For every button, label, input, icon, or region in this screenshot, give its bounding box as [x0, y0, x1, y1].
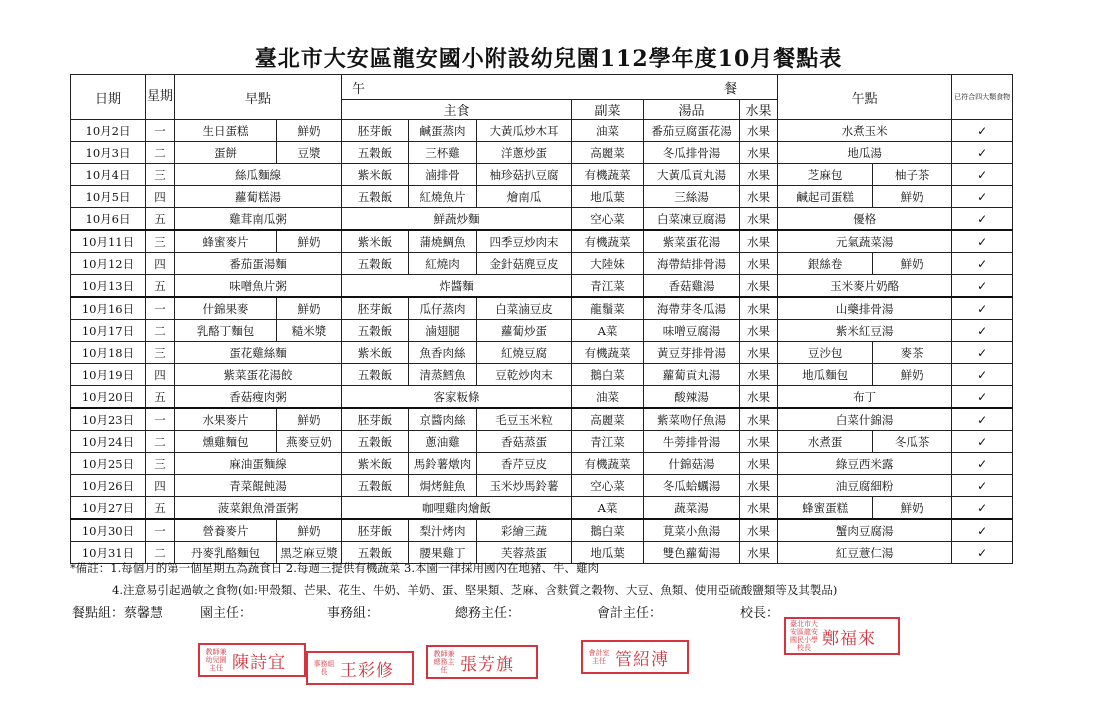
cell-date: 10月16日	[71, 297, 146, 320]
cell-main-dish: 腰果雞丁	[409, 542, 477, 564]
notes	[70, 557, 837, 601]
cell-snack-drink: 麥茶	[873, 342, 952, 364]
cell-side-dish: 洋蔥炒蛋	[477, 142, 572, 164]
cell-main-dish: 京醬肉絲	[409, 408, 477, 431]
cell-weekday: 三	[146, 230, 175, 253]
cell-snack: 蟹肉豆腐湯	[778, 519, 952, 542]
table-row	[71, 164, 1013, 186]
cell-fruit: 水果	[740, 386, 778, 409]
table-row	[71, 320, 1013, 342]
table-row	[71, 142, 1013, 164]
cell-soup: 蔬菜湯	[644, 497, 740, 520]
table-header	[71, 75, 1013, 120]
cell-side-dish: 香菇蒸蛋	[477, 431, 572, 453]
cell-staple: 五穀飯	[342, 431, 409, 453]
cell-date: 10月27日	[71, 497, 146, 520]
cell-vegetable: 地瓜葉	[572, 542, 644, 564]
cell-weekday: 五	[146, 208, 175, 231]
cell-snack: 豆沙包	[778, 342, 873, 364]
cell-soup: 黃豆芽排骨湯	[644, 342, 740, 364]
stamp-accounting	[581, 640, 689, 674]
cell-main-dish: 蔥油雞	[409, 431, 477, 453]
cell-date: 10月12日	[71, 253, 146, 275]
cell-breakfast: 蛋花雞絲麵	[175, 342, 342, 364]
cell-side-dish: 豆乾炒肉末	[477, 364, 572, 386]
cell-soup: 番茄豆腐蛋花湯	[644, 120, 740, 142]
cell-checkmark: ✓	[952, 342, 1013, 364]
header-weekday: 星期	[146, 75, 175, 120]
cell-side-dish: 芙蓉蒸蛋	[477, 542, 572, 564]
cell-main-dish: 滷排骨	[409, 164, 477, 186]
cell-date: 10月25日	[71, 453, 146, 475]
cell-fruit: 水果	[740, 297, 778, 320]
stamp-affairs-title: 事務組長	[313, 660, 335, 676]
stamp-affairs-name: 王彩修	[340, 660, 394, 681]
cell-fruit: 水果	[740, 320, 778, 342]
cell-main-dish: 瓜仔蒸肉	[409, 297, 477, 320]
cell-soup: 大黃瓜貢丸湯	[644, 164, 740, 186]
cell-soup: 雙色蘿蔔湯	[644, 542, 740, 564]
cell-checkmark: ✓	[952, 519, 1013, 542]
stamp-general-title: 教師兼總務主任	[433, 650, 455, 674]
cell-checkmark: ✓	[952, 120, 1013, 142]
cell-date: 10月18日	[71, 342, 146, 364]
cell-main-dish: 清蒸鱈魚	[409, 364, 477, 386]
cell-checkmark: ✓	[952, 186, 1013, 208]
cell-side-dish: 香芹豆皮	[477, 453, 572, 475]
cell-fruit: 水果	[740, 431, 778, 453]
cell-weekday: 一	[146, 519, 175, 542]
cell-breakfast: 水果麥片	[175, 408, 277, 431]
table-row	[71, 230, 1013, 253]
cell-soup: 海帶結排骨湯	[644, 253, 740, 275]
table-row	[71, 475, 1013, 497]
cell-staple: 客家粄條	[342, 386, 572, 409]
cell-breakfast: 菠菜銀魚滑蛋粥	[175, 497, 342, 520]
cell-soup: 酸辣湯	[644, 386, 740, 409]
cell-breakfast-drink: 豆漿	[277, 142, 342, 164]
cell-side-dish: 白菜滷豆皮	[477, 297, 572, 320]
cell-vegetable: 地瓜葉	[572, 186, 644, 208]
cell-weekday: 五	[146, 497, 175, 520]
cell-breakfast-drink: 黑芝麻豆漿	[277, 542, 342, 564]
cell-main-dish: 馬鈴薯燉肉	[409, 453, 477, 475]
cell-side-dish: 柚珍菇扒豆腐	[477, 164, 572, 186]
cell-staple: 紫米飯	[342, 230, 409, 253]
stamp-general-name: 張芳旗	[460, 654, 514, 675]
cell-snack: 白菜什錦湯	[778, 408, 952, 431]
cell-soup: 什錦菇湯	[644, 453, 740, 475]
cell-side-dish: 四季豆炒肉末	[477, 230, 572, 253]
cell-weekday: 一	[146, 408, 175, 431]
cell-staple: 胚芽飯	[342, 297, 409, 320]
cell-soup: 莧菜小魚湯	[644, 519, 740, 542]
cell-breakfast: 紫菜蛋花湯餃	[175, 364, 342, 386]
cell-weekday: 三	[146, 342, 175, 364]
cell-breakfast: 絲瓜麵線	[175, 164, 342, 186]
cell-breakfast: 丹麥乳酪麵包	[175, 542, 277, 564]
cell-weekday: 二	[146, 142, 175, 164]
cell-vegetable: 龍鬚菜	[572, 297, 644, 320]
table-row	[71, 408, 1013, 431]
table-row	[71, 431, 1013, 453]
table-row	[71, 253, 1013, 275]
cell-breakfast: 麻油蛋麵線	[175, 453, 342, 475]
cell-date: 10月30日	[71, 519, 146, 542]
sign-director: 園主任：	[200, 606, 253, 621]
stamp-general	[426, 645, 538, 679]
cell-fruit: 水果	[740, 230, 778, 253]
cell-staple: 五穀飯	[342, 320, 409, 342]
cell-weekday: 四	[146, 364, 175, 386]
cell-soup: 冬瓜蛤蠣湯	[644, 475, 740, 497]
cell-date: 10月5日	[71, 186, 146, 208]
header-fruit: 水果	[740, 100, 778, 120]
cell-checkmark: ✓	[952, 164, 1013, 186]
cell-breakfast: 乳酪丁麵包	[175, 320, 277, 342]
cell-date: 10月3日	[71, 142, 146, 164]
stamp-affairs	[306, 651, 414, 685]
page-title: 臺北市大安區龍安國小附設幼兒園112學年度10月餐點表	[254, 46, 843, 72]
table-row	[71, 342, 1013, 364]
stamp-principal-name: 鄭福來	[822, 628, 876, 649]
cell-staple: 五穀飯	[342, 142, 409, 164]
cell-checkmark: ✓	[952, 142, 1013, 164]
cell-breakfast: 味噌魚片粥	[175, 275, 342, 298]
stamp-principal	[784, 617, 900, 655]
cell-weekday: 一	[146, 297, 175, 320]
cell-main-dish: 焗烤鮭魚	[409, 475, 477, 497]
sign-meal-group: 餐點組：蔡馨慧	[72, 606, 164, 621]
cell-weekday: 五	[146, 386, 175, 409]
cell-fruit: 水果	[740, 142, 778, 164]
cell-vegetable: 空心菜	[572, 475, 644, 497]
cell-snack-drink: 鮮奶	[873, 253, 952, 275]
cell-breakfast-drink: 鮮奶	[277, 297, 342, 320]
cell-fruit: 水果	[740, 519, 778, 542]
cell-main-dish: 滷翅腿	[409, 320, 477, 342]
table-row	[71, 497, 1013, 520]
cell-date: 10月24日	[71, 431, 146, 453]
cell-snack: 元氣蔬菜湯	[778, 230, 952, 253]
cell-fruit: 水果	[740, 164, 778, 186]
cell-staple: 鮮蔬炒麵	[342, 208, 572, 231]
cell-side-dish: 大黃瓜炒木耳	[477, 120, 572, 142]
cell-snack: 銀絲卷	[778, 253, 873, 275]
cell-staple: 炸醬麵	[342, 275, 572, 298]
cell-date: 10月20日	[71, 386, 146, 409]
header-breakfast: 早點	[175, 75, 342, 120]
header-lunch-1: 午	[352, 81, 366, 97]
cell-fruit: 水果	[740, 542, 778, 564]
cell-fruit: 水果	[740, 497, 778, 520]
cell-checkmark: ✓	[952, 364, 1013, 386]
table-row	[71, 364, 1013, 386]
cell-date: 10月31日	[71, 542, 146, 564]
cell-checkmark: ✓	[952, 297, 1013, 320]
sign-general: 總務主任：	[455, 606, 521, 621]
cell-weekday: 四	[146, 186, 175, 208]
table-row	[71, 208, 1013, 231]
cell-soup: 紫菜吻仔魚湯	[644, 408, 740, 431]
cell-breakfast: 營養麥片	[175, 519, 277, 542]
cell-checkmark: ✓	[952, 408, 1013, 431]
cell-checkmark: ✓	[952, 386, 1013, 409]
header-lunch	[342, 75, 778, 100]
table-row	[71, 120, 1013, 142]
cell-soup: 牛蒡排骨湯	[644, 431, 740, 453]
cell-snack: 布丁	[778, 386, 952, 409]
cell-checkmark: ✓	[952, 208, 1013, 231]
header-certified: 已符合四大類食物	[952, 75, 1013, 120]
cell-breakfast: 香菇瘦肉粥	[175, 386, 342, 409]
cell-date: 10月26日	[71, 475, 146, 497]
cell-breakfast: 雞茸南瓜粥	[175, 208, 342, 231]
cell-weekday: 三	[146, 453, 175, 475]
cell-vegetable: 有機蔬菜	[572, 164, 644, 186]
cell-staple: 五穀飯	[342, 542, 409, 564]
stamp-director	[198, 643, 306, 677]
cell-vegetable: 青江菜	[572, 275, 644, 298]
cell-side-dish: 毛豆玉米粒	[477, 408, 572, 431]
cell-fruit: 水果	[740, 120, 778, 142]
cell-breakfast: 蛋餅	[175, 142, 277, 164]
cell-date: 10月2日	[71, 120, 146, 142]
header-main: 主食	[342, 100, 572, 120]
header-side: 副菜	[572, 100, 644, 120]
stamp-director-title: 教師兼幼兒園主任	[205, 648, 227, 672]
cell-snack-drink: 冬瓜茶	[873, 431, 952, 453]
cell-main-dish: 三杯雞	[409, 142, 477, 164]
cell-snack: 山藥排骨湯	[778, 297, 952, 320]
cell-vegetable: 油菜	[572, 120, 644, 142]
cell-side-dish: 彩繪三蔬	[477, 519, 572, 542]
cell-side-dish: 蘿蔔炒蛋	[477, 320, 572, 342]
cell-checkmark: ✓	[952, 431, 1013, 453]
cell-vegetable: 有機蔬菜	[572, 342, 644, 364]
cell-vegetable: A菜	[572, 497, 644, 520]
cell-vegetable: 高麗菜	[572, 142, 644, 164]
cell-breakfast: 燻雞麵包	[175, 431, 277, 453]
cell-main-dish: 鹹蛋蒸肉	[409, 120, 477, 142]
cell-staple: 紫米飯	[342, 453, 409, 475]
stamp-accounting-title: 會計室主任	[588, 649, 610, 665]
cell-snack: 地瓜湯	[778, 142, 952, 164]
cell-vegetable: 油菜	[572, 386, 644, 409]
cell-vegetable: 高麗菜	[572, 408, 644, 431]
cell-snack: 優格	[778, 208, 952, 231]
cell-vegetable: 大陸妹	[572, 253, 644, 275]
stamp-accounting-name: 管紹溥	[615, 649, 669, 670]
cell-breakfast: 蘿蔔糕湯	[175, 186, 342, 208]
cell-breakfast-drink: 鮮奶	[277, 519, 342, 542]
cell-breakfast: 青菜餛飩湯	[175, 475, 342, 497]
cell-main-dish: 紅燒魚片	[409, 186, 477, 208]
cell-date: 10月11日	[71, 230, 146, 253]
cell-breakfast: 蜂蜜麥片	[175, 230, 277, 253]
cell-soup: 蘿蔔貢丸湯	[644, 364, 740, 386]
cell-weekday: 二	[146, 431, 175, 453]
meal-schedule-table	[70, 74, 1013, 564]
cell-staple: 紫米飯	[342, 342, 409, 364]
cell-breakfast-drink: 鮮奶	[277, 230, 342, 253]
cell-fruit: 水果	[740, 275, 778, 298]
cell-breakfast-drink: 鮮奶	[277, 408, 342, 431]
cell-vegetable: 青江菜	[572, 431, 644, 453]
cell-fruit: 水果	[740, 208, 778, 231]
cell-breakfast: 生日蛋糕	[175, 120, 277, 142]
cell-snack: 芝麻包	[778, 164, 873, 186]
cell-staple: 五穀飯	[342, 364, 409, 386]
cell-snack-drink: 鮮奶	[873, 497, 952, 520]
cell-checkmark: ✓	[952, 497, 1013, 520]
cell-snack: 油豆腐細粉	[778, 475, 952, 497]
cell-fruit: 水果	[740, 253, 778, 275]
cell-soup: 白菜凍豆腐湯	[644, 208, 740, 231]
cell-vegetable: 空心菜	[572, 208, 644, 231]
cell-snack: 綠豆西米露	[778, 453, 952, 475]
cell-vegetable: 有機蔬菜	[572, 453, 644, 475]
cell-vegetable: 鵝白菜	[572, 519, 644, 542]
cell-checkmark: ✓	[952, 275, 1013, 298]
sign-principal: 校長：	[740, 606, 780, 621]
cell-vegetable: 鵝白菜	[572, 364, 644, 386]
cell-checkmark: ✓	[952, 453, 1013, 475]
sign-affairs: 事務組：	[327, 606, 380, 621]
header-date: 日期	[71, 75, 146, 120]
cell-fruit: 水果	[740, 186, 778, 208]
cell-staple: 五穀飯	[342, 186, 409, 208]
cell-main-dish: 魚香肉絲	[409, 342, 477, 364]
cell-checkmark: ✓	[952, 320, 1013, 342]
cell-fruit: 水果	[740, 453, 778, 475]
cell-snack: 玉米麥片奶酪	[778, 275, 952, 298]
cell-snack: 蜂蜜蛋糕	[778, 497, 873, 520]
cell-soup: 味噌豆腐湯	[644, 320, 740, 342]
table-row	[71, 386, 1013, 409]
table-row	[71, 186, 1013, 208]
cell-checkmark: ✓	[952, 475, 1013, 497]
table-row	[71, 275, 1013, 298]
cell-date: 10月4日	[71, 164, 146, 186]
cell-main-dish: 蒲燒鯛魚	[409, 230, 477, 253]
table-row	[71, 519, 1013, 542]
cell-breakfast-drink: 糙米漿	[277, 320, 342, 342]
cell-side-dish: 金針菇麂豆皮	[477, 253, 572, 275]
stamp-director-name: 陳詩宜	[232, 652, 286, 673]
cell-soup: 冬瓜排骨湯	[644, 142, 740, 164]
cell-fruit: 水果	[740, 364, 778, 386]
cell-weekday: 四	[146, 475, 175, 497]
cell-weekday: 三	[146, 164, 175, 186]
cell-snack-drink: 鮮奶	[873, 186, 952, 208]
cell-snack: 紅豆薏仁湯	[778, 542, 952, 564]
cell-weekday: 五	[146, 275, 175, 298]
header-snack: 午點	[778, 75, 952, 120]
sign-accounting: 會計主任：	[597, 606, 663, 621]
cell-snack-drink: 柚子茶	[873, 164, 952, 186]
cell-date: 10月19日	[71, 364, 146, 386]
cell-fruit: 水果	[740, 408, 778, 431]
note-line-2: 4.注意易引起過敏之食物(如:甲殼類、芒果、花生、牛奶、羊奶、蛋、堅果類、芝麻、含麩質之穀物、大豆、魚類、使用亞硫酸鹽類等及其製品)	[112, 583, 838, 597]
cell-checkmark: ✓	[952, 230, 1013, 253]
cell-vegetable: A菜	[572, 320, 644, 342]
cell-fruit: 水果	[740, 475, 778, 497]
cell-breakfast-drink: 燕麥豆奶	[277, 431, 342, 453]
cell-side-dish: 紅燒豆腐	[477, 342, 572, 364]
cell-snack: 水煮玉米	[778, 120, 952, 142]
cell-breakfast: 什錦果麥	[175, 297, 277, 320]
cell-staple: 胚芽飯	[342, 519, 409, 542]
cell-staple: 五穀飯	[342, 475, 409, 497]
cell-snack-drink: 鮮奶	[873, 364, 952, 386]
cell-breakfast-drink: 鮮奶	[277, 120, 342, 142]
cell-staple: 紫米飯	[342, 164, 409, 186]
table-row	[71, 453, 1013, 475]
cell-fruit: 水果	[740, 342, 778, 364]
cell-snack: 紫米紅豆湯	[778, 320, 952, 342]
cell-date: 10月17日	[71, 320, 146, 342]
cell-staple: 咖哩雞肉燴飯	[342, 497, 572, 520]
cell-breakfast: 番茄蛋湯麵	[175, 253, 342, 275]
header-lunch-2: 餐	[724, 81, 738, 97]
cell-date: 10月6日	[71, 208, 146, 231]
cell-main-dish: 梨汁烤肉	[409, 519, 477, 542]
cell-soup: 三絲湯	[644, 186, 740, 208]
cell-snack: 鹹起司蛋糕	[778, 186, 873, 208]
cell-soup: 紫菜蛋花湯	[644, 230, 740, 253]
header-soup: 湯品	[644, 100, 740, 120]
cell-date: 10月13日	[71, 275, 146, 298]
table-body	[71, 120, 1013, 564]
cell-side-dish: 玉米炒馬鈴薯	[477, 475, 572, 497]
cell-weekday: 四	[146, 253, 175, 275]
cell-date: 10月23日	[71, 408, 146, 431]
cell-soup: 海帶芽冬瓜湯	[644, 297, 740, 320]
cell-checkmark: ✓	[952, 253, 1013, 275]
cell-weekday: 一	[146, 120, 175, 142]
cell-vegetable: 有機蔬菜	[572, 230, 644, 253]
cell-staple: 五穀飯	[342, 253, 409, 275]
table-row	[71, 297, 1013, 320]
cell-weekday: 二	[146, 320, 175, 342]
cell-main-dish: 紅燒肉	[409, 253, 477, 275]
cell-snack: 地瓜麵包	[778, 364, 873, 386]
note-line-1: *備註：1.每個月的第一個星期五為蔬食日 2.每週三提供有機蔬菜 3.本園一律採用國內在地豬、牛、雞肉	[70, 561, 599, 575]
stamp-principal-title: 臺北市大安區龍安國民小學校長	[790, 620, 818, 652]
cell-weekday: 二	[146, 542, 175, 564]
cell-staple: 胚芽飯	[342, 120, 409, 142]
cell-side-dish: 燴南瓜	[477, 186, 572, 208]
cell-soup: 香菇雞湯	[644, 275, 740, 298]
cell-snack: 水煮蛋	[778, 431, 873, 453]
cell-checkmark: ✓	[952, 542, 1013, 564]
cell-staple: 胚芽飯	[342, 408, 409, 431]
